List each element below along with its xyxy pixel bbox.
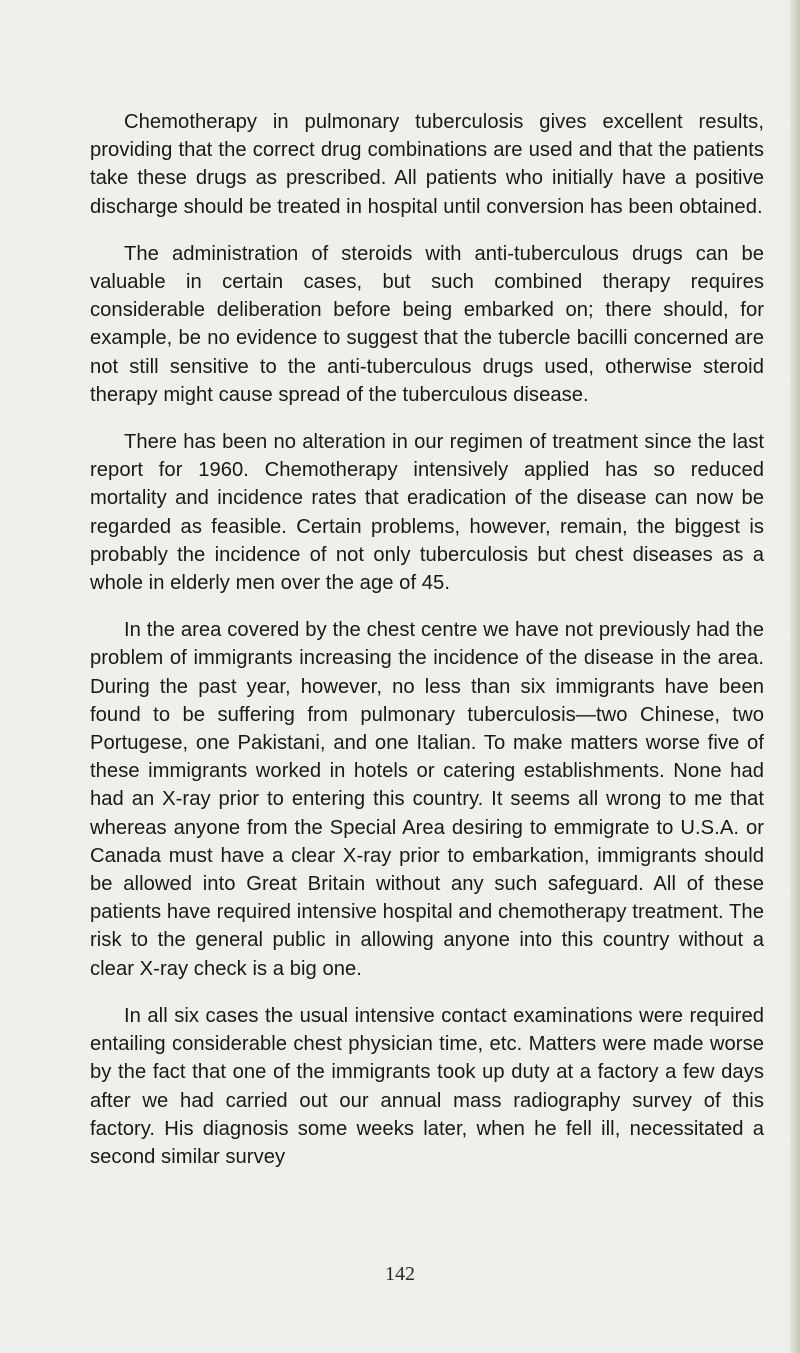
paragraph-chemotherapy: Chemotherapy in pulmonary tuberculosis gives excellent results, providing that the correct drug combinations are used and that the patients take these drugs as prescribed. All patients who initially have a positive discharge should be treated in hospital until conversion has been obtained. — [90, 111, 764, 218]
page-number: 142 — [385, 1263, 415, 1285]
body-text — [90, 108, 764, 1190]
paragraph-steroids: The administration of steroids with anti-tuberculous drugs can be valuable in certain cases, but such combined therapy requires considerable deliberation before being embarked on; there should, for example, be no evidence to suggest that the tubercle bacilli concerned are not still sensitive to the anti-tuberculous drugs used, otherwise steroid therapy might cause spread of the tuberculous disease. — [90, 242, 764, 406]
paragraph-contact-examinations: In all six cases the usual intensive contact examinations were required entailing considerable chest physician time, etc. Matters were made worse by the fact that one of the immigrants took up duty at a factory a few days after we had carried out our annual mass radiography survey of this factory. His diagnosis some weeks later, when he fell ill, necessitated a second similar survey — [90, 1004, 764, 1168]
paragraph-regimen: There has been no alteration in our regimen of treatment since the last report for 1960. Chemotherapy intensively applied has so reduced mortality and incidence rates that eradication of the disease can now be regarded as feasible. Certain problems, however, remain, the biggest is probably the incidence of not only tuberculosis but chest diseases as a whole in elderly men over the age of 45. — [90, 431, 764, 595]
page-edge-shadow — [790, 0, 800, 1353]
paragraph-immigrants: In the area covered by the chest centre we have not previously had the problem of immigrants increasing the incidence of the disease in the area. During the past year, however, no less than six immigrants have been found to be suffering from pulmonary tuberculosis—two Chinese, two Portugese, one Pakistani, and one Italian. To make matters worse five of these immigrants worked in hotels or catering establishments. None had had an X-ray prior to entering this country. It seems all wrong to me that whereas anyone from the Special Area desiring to emmigrate to U.S.A. or Canada must have a clear X-ray prior to embarkation, immigrants should be allowed into Great Britain without any such safeguard. All of these patients have required intensive hospital and chemotherapy treatment. The risk to the general public in allowing anyone into this country without a clear X-ray check is a big one. — [90, 619, 764, 980]
